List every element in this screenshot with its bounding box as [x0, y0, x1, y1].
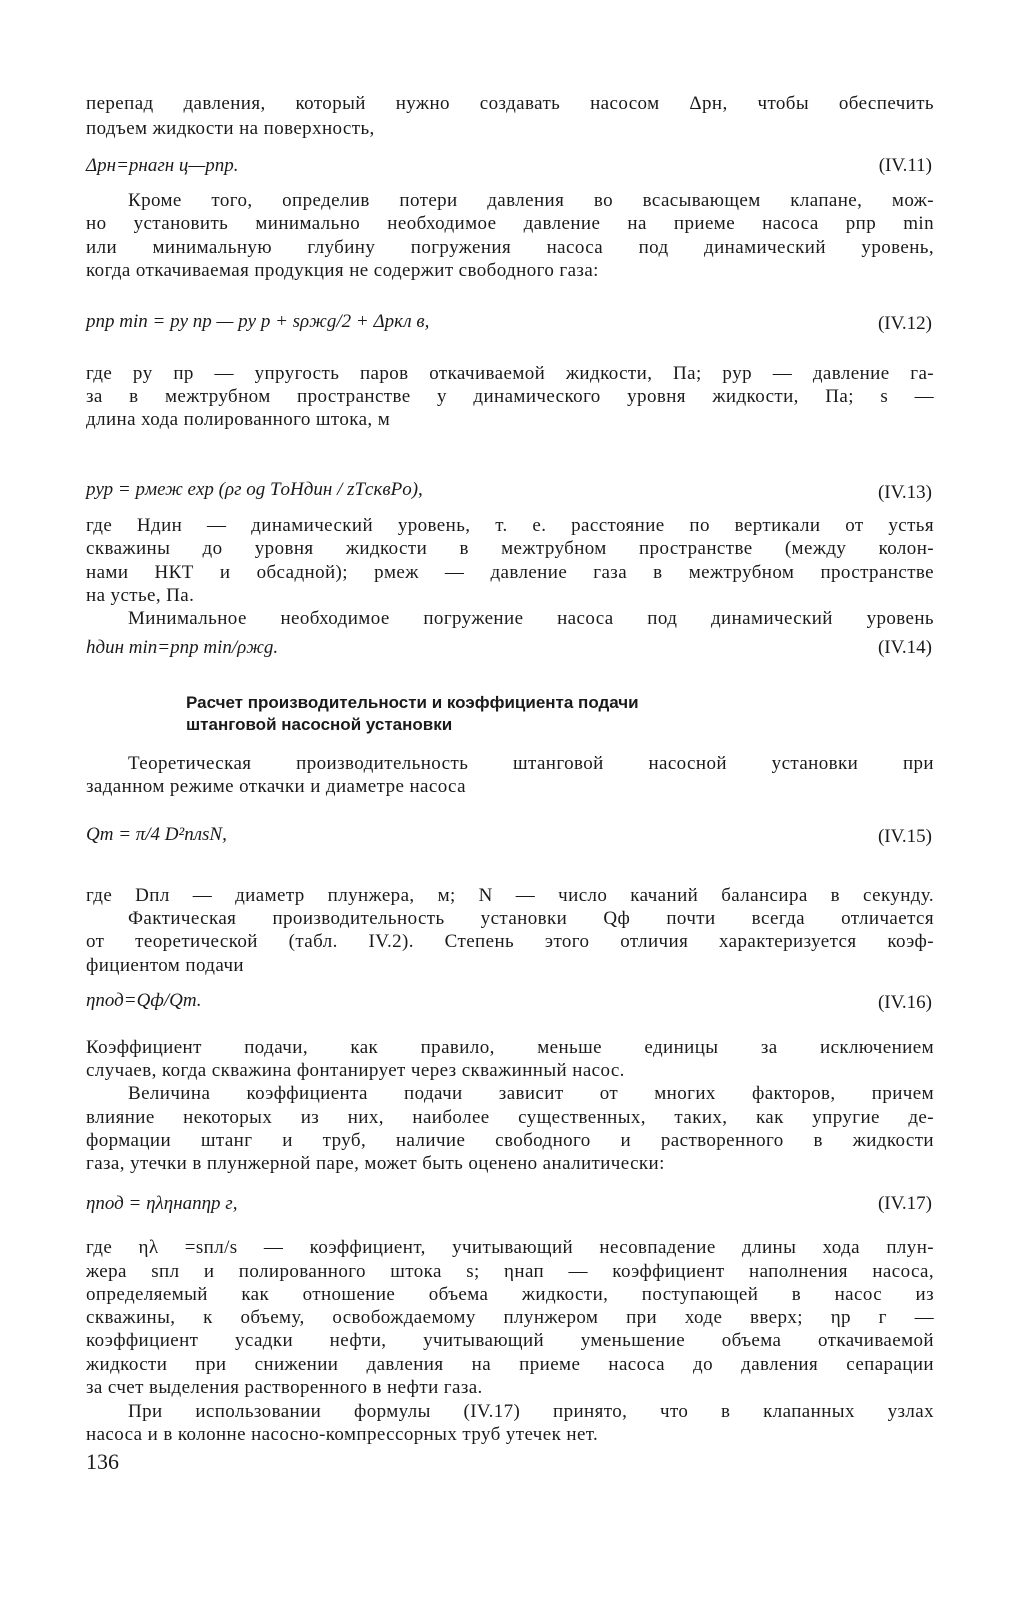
text-line: Коэффициент подачи, как правило, меньше единицы за исключением [86, 1037, 934, 1058]
equation-number: (IV.17) [877, 1193, 932, 1214]
formula-iv-14: hдин min=pпр min/ρжg. [86, 637, 279, 658]
text-line: фициентом подачи [86, 955, 244, 976]
text-line: Величина коэффициента подачи зависит от многих факторов, причем [128, 1083, 934, 1104]
text-line: перепад давления, который нужно создавать насосом Δpн, чтобы обеспечить [86, 93, 934, 114]
text-line: скважины, к объему, освобождаемому плунжером при ходе вверх; ηр г — [86, 1307, 934, 1328]
text-line: где Dпл — диаметр плунжера, м; N — число качаний балансира в секунду. [86, 885, 934, 906]
formula-iv-17: ηпод = ηληнапηр г, [86, 1193, 238, 1214]
equation-number: (IV.16) [877, 992, 932, 1013]
text-line: жидкости при снижении давления на приеме насоса до давления сепарации [86, 1354, 934, 1375]
text-line: заданном режиме откачки и диаметре насоса [86, 776, 466, 797]
text-line: где Hдин — динамический уровень, т. е. расстояние по вертикали от устья [86, 515, 934, 536]
text-line: за в межтрубном пространстве у динамического уровня жидкости, Па; s — [86, 386, 934, 407]
text-line: где ηλ =sпл/s — коэффициент, учитывающий несовпадение длины хода плун- [86, 1237, 934, 1258]
text-line: определяемый как отношение объема жидкости, поступающей в насос из [86, 1284, 934, 1305]
text-line: длина хода полированного штока, м [86, 409, 391, 430]
text-line: или минимальную глубину погружения насоса под динамический уровень, [86, 237, 934, 258]
text-line: газа, утечки в плунжерной паре, может быть оценено аналитически: [86, 1153, 665, 1174]
section-heading-line: штанговой насосной установки [186, 715, 453, 734]
text-line: на устье, Па. [86, 585, 195, 606]
equation-number: (IV.15) [877, 826, 932, 847]
text-line: формации штанг и труб, наличие свободного и растворенного в жидкости [86, 1130, 934, 1151]
equation-number: (IV.11) [878, 155, 932, 176]
formula-iv-11: Δpн=pнагн ц—pпр. [86, 155, 239, 176]
text-line: но установить минимально необходимое давление на приеме насоса pпр min [86, 213, 934, 234]
formula-iv-16: ηпод=Qф/Qт. [86, 990, 202, 1011]
text-line: При использовании формулы (IV.17) принято, что в клапанных узлах [128, 1401, 934, 1422]
text-line: Кроме того, определив потери давления во всасывающем клапане, мож- [128, 190, 934, 211]
text-line: от теоретической (табл. IV.2). Степень этого отличия характеризуется коэф- [86, 931, 934, 952]
text-line: когда откачиваемая продукция не содержит свободного газа: [86, 260, 599, 281]
equation-number: (IV.14) [877, 637, 932, 658]
section-heading-line: Расчет производительности и коэффициента подачи [186, 693, 639, 712]
text-line: случаев, когда скважина фонтанирует через скважинный насос. [86, 1060, 625, 1081]
text-line: Теоретическая производительность штанговой насосной установки при [128, 753, 934, 774]
text-line: где pу пр — упругость паров откачиваемой жидкости, Па; pур — давление га- [86, 363, 934, 384]
text-line: Минимальное необходимое погружение насоса под динамический уровень [128, 608, 934, 629]
formula-iv-12: pпр min = pу пр — pу р + sρжg/2 + Δpкл в, [86, 311, 430, 332]
text-line: насоса и в колонне насосно-компрессорных труб утечек нет. [86, 1424, 599, 1445]
page-number: 136 [86, 1449, 119, 1474]
text-line: влияние некоторых из них, наиболее существенных, таких, как упругие де- [86, 1107, 934, 1128]
equation-number: (IV.13) [877, 482, 932, 503]
formula-iv-13: pур = pмеж exp (ρг оg TоHдин / zTсквPо), [86, 479, 423, 500]
equation-number: (IV.12) [877, 313, 932, 334]
formula-iv-15: Qт = π/4 D²плsN, [86, 824, 227, 845]
text-line: коэффициент усадки нефти, учитывающий уменьшение объема откачиваемой [86, 1330, 934, 1351]
text-line: за счет выделения растворенного в нефти газа. [86, 1377, 483, 1398]
text-line: нами НКТ и обсадной); pмеж — давление газа в межтрубном пространстве [86, 562, 934, 583]
text-line: скважины до уровня жидкости в межтрубном пространстве (между колон- [86, 538, 934, 559]
text-line: подъем жидкости на поверхность, [86, 118, 375, 139]
text-line: жера sпл и полированного штока s; ηнап — коэффициент наполнения насоса, [86, 1261, 934, 1282]
text-line: Фактическая производительность установки Qф почти всегда отличается [128, 908, 934, 929]
